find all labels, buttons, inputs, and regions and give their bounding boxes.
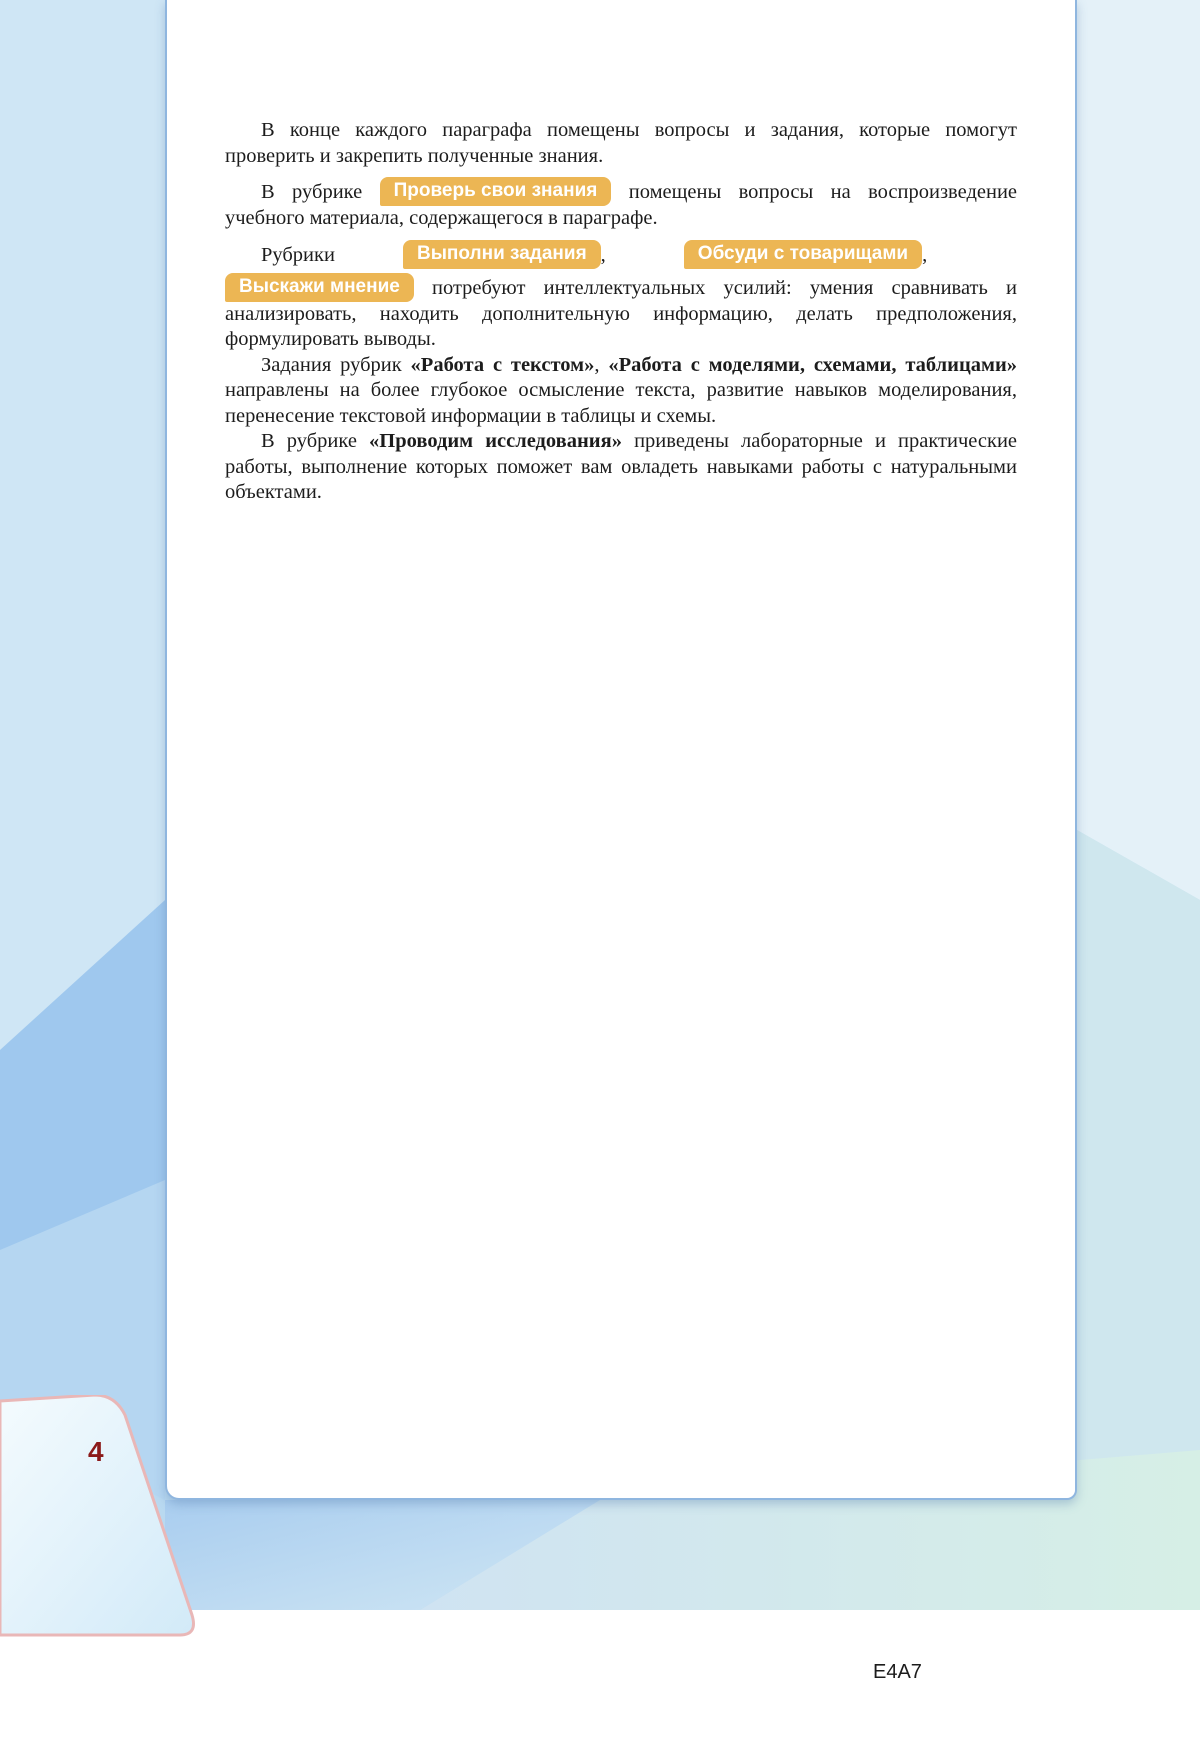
- paragraph-2-end: помещены вопросы на воспроизведение учебного материала, содержащегося в параграфе.: [225, 181, 1018, 229]
- paragraph-2: [225, 177, 1017, 232]
- comma-2: ,: [922, 243, 928, 266]
- paragraph-1-text: В конце каждого параграфа помещены вопросы и задания, которые помогут проверить и закрепить полученные знания.: [225, 119, 1017, 167]
- paragraph-4-start: Задания рубрик: [261, 353, 402, 376]
- rubric-name-text-work: «Работа с текстом»: [410, 353, 595, 376]
- rubric-tag-check-knowledge: Проверь свои знания: [380, 177, 612, 206]
- paragraph-3-continuation: [225, 273, 1017, 353]
- page-number-tab: [0, 1395, 200, 1640]
- paragraph-3-start: Рубрики: [261, 243, 335, 266]
- comma-1: ,: [600, 243, 606, 266]
- rubric-tag-discuss: Обсуди с товарищами: [684, 240, 922, 269]
- paragraph-5-start: В рубрике: [261, 430, 357, 452]
- paragraph-1: [225, 118, 1017, 169]
- paragraph-2-start: В рубрике: [261, 181, 363, 203]
- paragraph-3-end: потребуют интеллектуальных усилий: умения сравнивать и анализировать, находить дополнительную информацию, делать предположения, формулировать выводы.: [225, 276, 1017, 350]
- paragraph-4: [225, 353, 1017, 430]
- paragraph-3: [225, 240, 1017, 353]
- paragraph-4-end: направлены на более глубокое осмысление текста, развитие навыков моделирования, перенесение текстовой информации в таблицы и схемы.: [225, 379, 1017, 427]
- paragraph-4-comma: ,: [594, 353, 600, 376]
- paragraph-5: [225, 429, 1017, 506]
- rubric-name-models-work: «Работа с моделями, схемами, таблицами»: [608, 353, 1018, 376]
- paragraph-5-end: приведены лабораторные и практические работы, выполнение которых поможет вам овладеть навыками работы с натуральными объектами.: [225, 430, 1018, 503]
- rubric-tag-do-tasks: Выполни задания: [403, 240, 601, 269]
- page-number: 4: [88, 1436, 104, 1467]
- footer-code: E4A7: [873, 1661, 922, 1683]
- rubric-name-research: «Проводим исследования»: [369, 430, 622, 452]
- text-body: [225, 118, 1017, 506]
- rubric-tag-opinion: Выскажи мнение: [225, 273, 414, 302]
